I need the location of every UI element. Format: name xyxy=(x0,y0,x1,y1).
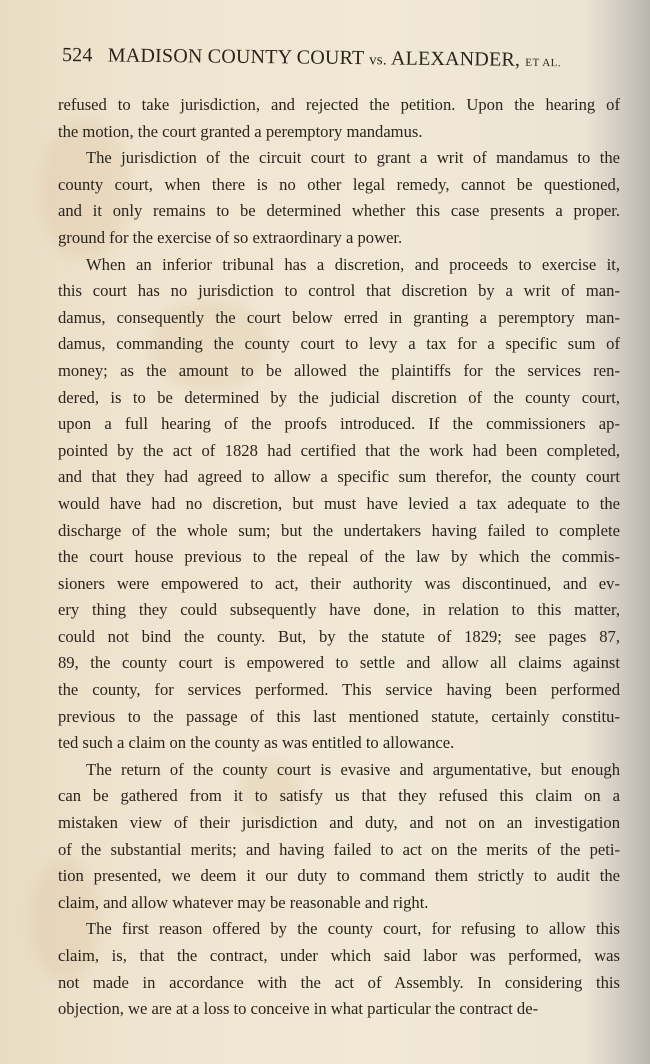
text-line: The jurisdiction of the circuit court to grant a writ of mandamus to the xyxy=(86,148,620,168)
paragraph xyxy=(58,92,620,145)
text-line: sioners were empowered to act, their authority was discontinued, and ev- xyxy=(58,573,620,593)
text-line: claim, is, that the contract, under which said labor was performed, was xyxy=(58,946,620,965)
text-line: tion presented, we deem it our duty to command them strictly to audit the xyxy=(58,866,620,886)
running-header xyxy=(62,44,634,73)
header-party: ALEXANDER, xyxy=(390,47,521,71)
paragraph xyxy=(58,916,620,1022)
text-line: the court house previous to the repeal of the law by which the commis- xyxy=(58,547,620,567)
header-title: MADISON COUNTY COURT xyxy=(107,44,365,70)
text-line: objection, we are at a loss to conceive in what particular the contract de- xyxy=(58,999,539,1019)
text-line: ground for the exercise of so extraordinary a power. xyxy=(58,227,403,247)
paragraph xyxy=(58,252,620,757)
text-line: discharge of the whole sum; but the undertakers having failed to complete xyxy=(58,520,620,540)
paragraph xyxy=(58,145,620,251)
text-line: claim, and allow whatever may be reasonable and right. xyxy=(58,892,429,912)
text-line: mistaken view of their jurisdiction and duty, and not on an investigation xyxy=(58,813,620,833)
text-line: county court, when there is no other legal remedy, cannot be questioned, xyxy=(58,174,620,194)
text-line: not made in accordance with the act of Assembly. In considering this xyxy=(58,972,620,992)
header-vs: vs. xyxy=(369,52,387,69)
text-line: previous to the passage of this last mentioned statute, certainly constitu- xyxy=(58,706,620,726)
page-number: 524 xyxy=(61,44,93,67)
text-line: the motion, the court granted a peremptory mandamus. xyxy=(58,121,423,141)
text-line: 89, the county court is empowered to settle and allow all claims against xyxy=(58,653,620,673)
paragraph xyxy=(58,757,620,917)
page-body xyxy=(58,92,620,1023)
text-line: When an inferior tribunal has a discretion, and proceeds to exercise it, xyxy=(86,254,620,274)
text-line: and that they had agreed to allow a specific sum therefor, the county court xyxy=(58,467,620,487)
text-line: this court has no jurisdiction to control that discretion by a writ of man- xyxy=(58,281,620,301)
header-suffix: ET AL. xyxy=(525,56,562,70)
text-line: pointed by the act of 1828 had certified that the work had been completed, xyxy=(58,440,620,460)
text-line: the county, for services performed. This service having been performed xyxy=(58,680,620,700)
text-line: ted such a claim on the county as was entitled to allowance. xyxy=(58,733,455,753)
text-line: ery thing they could subsequently have done, in relation to this matter, xyxy=(58,600,620,620)
text-line: damus, commanding the county court to levy a tax for a specific sum of xyxy=(58,334,620,354)
text-line: money; as the amount to be allowed the plaintiffs for the services ren- xyxy=(58,360,620,380)
text-line: The first reason offered by the county court, for refusing to allow this xyxy=(86,919,620,939)
text-line: dered, is to be determined by the judicial discretion of the county court, xyxy=(58,387,620,407)
text-line: of the substantial merits; and having failed to act on the merits of the peti- xyxy=(58,839,620,859)
text-line: could not bind the county. But, by the statute of 1829; see pages 87, xyxy=(58,626,620,646)
text-line: damus, consequently the court below erred in granting a peremptory man- xyxy=(58,307,620,327)
text-line: can be gathered from it to satisfy us that they refused this claim on a xyxy=(58,786,620,806)
text-line: and it only remains to be determined whether this case presents a proper. xyxy=(58,201,620,221)
text-line: would have had no discretion, but must have levied a tax adequate to the xyxy=(58,493,620,513)
text-line: upon a full hearing of the proofs introduced. If the commissioners ap- xyxy=(58,414,620,434)
text-line: refused to take jurisdiction, and rejected the petition. Upon the hearing of xyxy=(58,95,620,114)
text-line: The return of the county court is evasive and argumentative, but enough xyxy=(86,759,620,779)
